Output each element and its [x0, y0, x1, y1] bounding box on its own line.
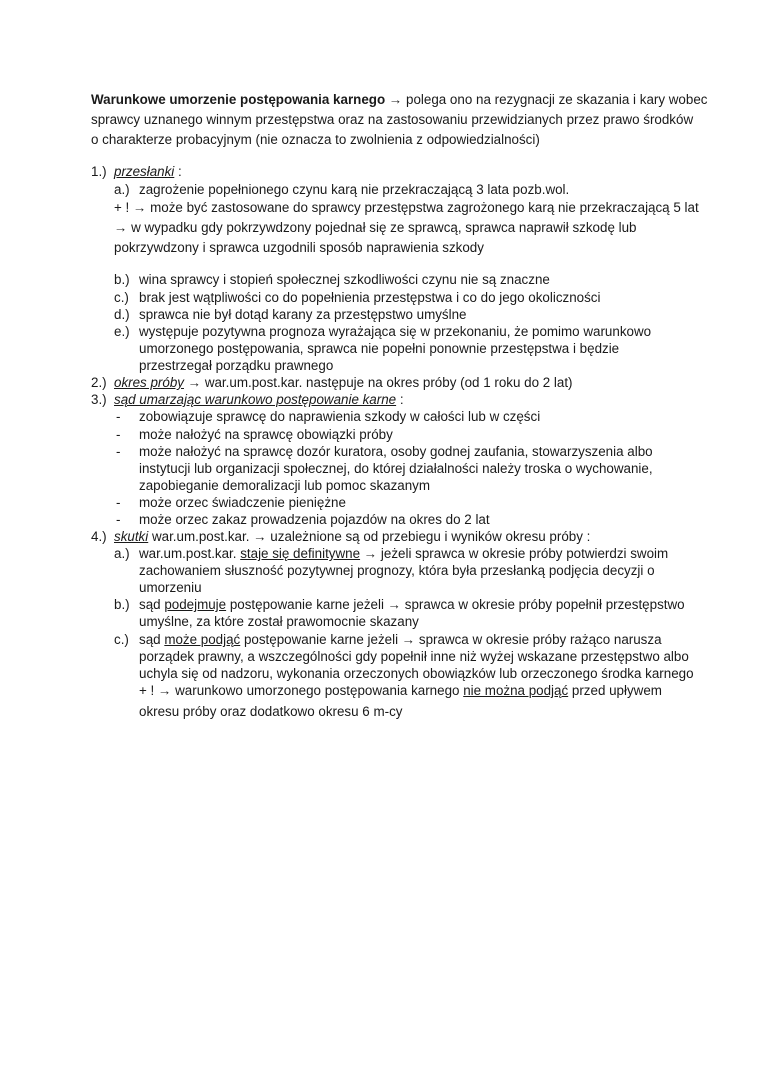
section-3-number: 3.) — [91, 392, 107, 407]
s1-c-label: c.) — [114, 290, 129, 305]
s1-a-label: a.) — [114, 182, 130, 197]
s4-a-line-1 — [139, 545, 668, 563]
s4-a-label: a.) — [114, 546, 130, 561]
s4-b-line-1 — [139, 596, 685, 614]
intro-text: polega ono na rezygnacji ze skazania i kary wobec — [402, 92, 708, 107]
s1-e-text-2: umorzonego postępowania, sprawca nie popełni ponownie przestępstwa i będzie — [139, 341, 620, 356]
s3-item-3-cont-2: zapobieganie demoralizacji lub pomoc skazanym — [139, 478, 431, 493]
arrow-icon: → — [187, 375, 202, 390]
heading-text: okres próby — [114, 375, 184, 390]
intro-title: Warunkowe umorzenie postępowania karnego — [91, 92, 386, 107]
s4-b-pre: sąd — [139, 597, 165, 612]
section-4-pre: war.um.post.kar. — [148, 529, 250, 544]
s1-e-label: e.) — [114, 324, 130, 339]
intro-line-2: sprawcy uznanego winnym przestępstwa oraz na zastosowaniu przewidzianych przez prawo środków — [91, 112, 694, 127]
s3-item-1: zobowiązuje sprawcę do naprawienia szkody w całości lub w części — [139, 409, 541, 424]
heading-text: skutki — [114, 529, 149, 544]
s1-c-text: brak jest wątpliwości co do popełnienia przestępstwa i co do jego okoliczności — [139, 290, 601, 305]
section-1-number: 1.) — [91, 164, 107, 179]
s4-c-plus-underlined: nie można podjąć — [463, 683, 569, 698]
s4-c-mid: postępowanie karne jeżeli — [240, 632, 402, 647]
section-4-number: 4.) — [91, 529, 107, 544]
s1-plus-line — [114, 199, 699, 217]
s4-b-line-2: umyślne, za które został prawomocnie skazany — [139, 614, 419, 629]
s4-b-mid: postępowanie karne jeżeli — [226, 597, 388, 612]
s4-a-pre: war.um.post.kar. — [139, 546, 241, 561]
s4-b-underlined: podejmuje — [164, 597, 227, 612]
arrow-icon: → — [133, 200, 147, 215]
arrow-icon: → — [253, 529, 267, 544]
plus-marker: + ! — [114, 200, 130, 215]
s4-a-underlined: staje się definitywne — [240, 546, 361, 561]
s1-d-text: sprawca nie był dotąd karany za przestępstwo umyślne — [139, 307, 467, 322]
arrow-icon: → — [363, 546, 378, 561]
s1-b-label: b.) — [114, 272, 130, 287]
s3-item-2: może nałożyć na sprawcę obowiązki próby — [139, 427, 393, 442]
arrow-icon: → — [158, 683, 172, 698]
s1-e-text-3: przestrzegał porządku prawnego — [139, 358, 334, 373]
s4-c-line-2: porządek prawny, a wszczególności gdy popełnił inne niż wyżej wskazane przestępstwo albo — [139, 649, 689, 664]
s1-d-label: d.) — [114, 307, 130, 322]
plus-text: może być zastosowane do sprawcy przestępstwa zagrożonego karą nie przekraczającą 5 lat — [146, 200, 699, 215]
section-3-heading — [114, 391, 404, 409]
s4-a-line-2: zachowaniem słuszność pozytywnej prognozy, która była przesłanką podjęcia decyzji o — [139, 563, 655, 578]
s1-a-text: zagrożenie popełnionego czynu karą nie przekraczającą 3 lata pozb.wol. — [139, 182, 570, 197]
s4-c-underlined: może podjąć — [164, 632, 241, 647]
section-1-heading — [114, 163, 182, 181]
section-2-number: 2.) — [91, 375, 107, 390]
s1-plus-line-3: pokrzywdzony i sprawca uzgodnili sposób naprawienia szkody — [114, 240, 484, 255]
s4-a-post: jeżeli sprawca w okresie próby potwierdzi swoim — [377, 546, 669, 561]
s3-item-3: może nałożyć na sprawcę dozór kuratora, osoby godnej zaufania, stowarzyszenia albo — [139, 444, 653, 459]
section-4-post: uzależnione są od przebiegu i wyników okresu próby : — [266, 529, 591, 544]
s1-plus-line-2 — [114, 219, 637, 237]
intro-line-1 — [91, 91, 707, 109]
heading-text: przesłanki — [114, 164, 175, 179]
section-2-line — [114, 374, 573, 392]
heading-text: sąd umarzając warunkowo postępowanie karne — [114, 392, 397, 407]
section-2-text: war.um.post.kar. następuje na okres próby (od 1 roku do 2 lat) — [201, 375, 573, 390]
arrow-icon: → — [114, 220, 128, 235]
s4-b-label: b.) — [114, 597, 130, 612]
s4-c-line-4 — [139, 682, 662, 700]
s4-c-plus-post: przed upływem — [568, 683, 662, 698]
s4-b-post: sprawca w okresie próby popełnił przestępstwo — [401, 597, 685, 612]
arrow-icon: → — [388, 92, 403, 107]
list-dash: - — [116, 512, 121, 527]
list-dash: - — [116, 495, 121, 510]
heading-colon: : — [174, 164, 182, 179]
s4-c-label: c.) — [114, 632, 129, 647]
plus-marker: + ! — [139, 683, 155, 698]
s3-item-3-cont-1: instytucji lub organizacji społecznej, do której działalności należy troska o wychowanie, — [139, 461, 653, 476]
s3-item-4: może orzec świadczenie pieniężne — [139, 495, 346, 510]
s4-a-line-3: umorzeniu — [139, 580, 202, 595]
intro-line-3: o charakterze probacyjnym (nie oznacza to zwolnienia z odpowiedzialności) — [91, 132, 540, 147]
s3-item-5: może orzec zakaz prowadzenia pojazdów na okres do 2 lat — [139, 512, 490, 527]
list-dash: - — [116, 427, 121, 442]
s4-c-line-1 — [139, 631, 662, 649]
heading-colon: : — [396, 392, 404, 407]
s1-b-text: wina sprawcy i stopień społecznej szkodliwości czynu nie są znaczne — [139, 272, 550, 287]
plus-text-2: w wypadku gdy pokrzywdzony pojednał się ze sprawcą, sprawca naprawił szkodę lub — [127, 220, 637, 235]
s4-c-plus-text: warunkowo umorzonego postępowania karnego — [171, 683, 464, 698]
list-dash: - — [116, 409, 121, 424]
s4-c-pre: sąd — [139, 632, 165, 647]
s4-c-line-5: okresu próby oraz dodatkowo okresu 6 m-cy — [139, 704, 403, 719]
section-4-line — [114, 528, 590, 546]
arrow-icon: → — [401, 632, 416, 647]
arrow-icon: → — [387, 597, 402, 612]
s1-e-text-1: występuje pozytywna prognoza wyrażająca się w przekonaniu, że pomimo warunkowo — [139, 324, 652, 339]
s4-c-post: sprawca w okresie próby rażąco narusza — [415, 632, 662, 647]
s4-c-line-3: uchyla się od nadzoru, wykonania orzeczonych obowiązków lub orzeczonego środka karnego — [139, 666, 694, 681]
list-dash: - — [116, 444, 121, 459]
